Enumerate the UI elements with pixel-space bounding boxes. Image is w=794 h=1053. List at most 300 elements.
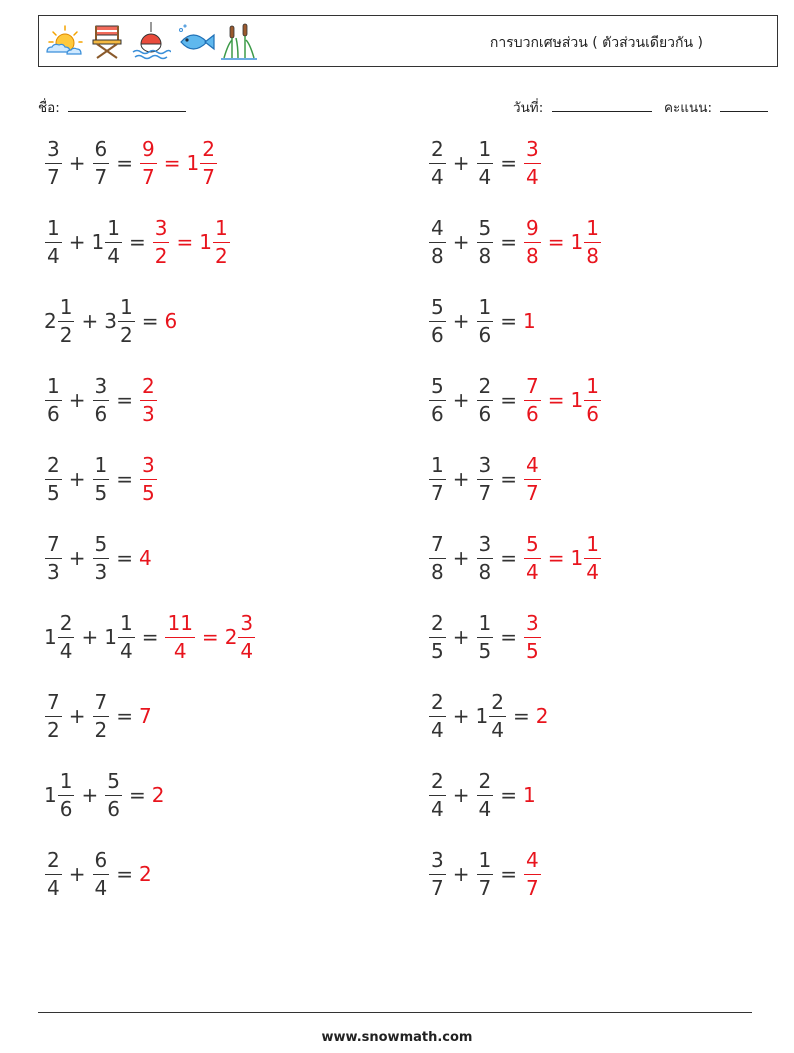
denominator: 7: [142, 165, 155, 190]
header-icons: [43, 20, 259, 62]
answer: [523, 136, 542, 190]
mixed-number: [104, 294, 135, 348]
fraction-bar: [477, 637, 494, 639]
denominator: 4: [47, 244, 60, 269]
whole-number: 6: [164, 309, 178, 333]
denominator: 4: [431, 797, 444, 822]
numerator: 1: [47, 215, 60, 240]
fraction-bar: [524, 400, 541, 402]
whole-number: 1: [523, 309, 536, 333]
mixed-number: [570, 215, 602, 269]
denominator: 5: [478, 639, 492, 664]
plus-sign: +: [452, 625, 470, 649]
fraction-bar: [140, 400, 157, 402]
fraction: [45, 373, 62, 427]
denominator: 4: [59, 639, 73, 664]
fraction: [429, 373, 446, 427]
problem-item: [428, 765, 536, 825]
numerator: 1: [119, 610, 133, 635]
denominator: 4: [526, 165, 539, 190]
fraction-bar: [105, 242, 122, 244]
fraction-bar: [429, 795, 446, 797]
fraction-bar: [93, 163, 110, 165]
denominator: 7: [478, 481, 492, 506]
denominator: 8: [526, 244, 539, 269]
plus-sign: +: [452, 783, 470, 807]
plus-sign: +: [452, 704, 470, 728]
fraction: [200, 136, 217, 190]
whole-part: 1: [44, 783, 57, 807]
equals-sign: =: [116, 862, 133, 886]
numerator: 2: [202, 136, 215, 161]
plus-sign: +: [452, 862, 470, 886]
denominator: 4: [526, 560, 539, 585]
whole-part: 1: [186, 151, 200, 175]
problem-item: [44, 528, 152, 588]
numerator: 1: [586, 531, 599, 556]
denominator: 7: [94, 165, 108, 190]
denominator: 4: [240, 639, 254, 664]
fraction-bar: [45, 874, 62, 876]
fraction-bar: [200, 163, 217, 165]
problem-item: [428, 133, 542, 193]
denominator: 8: [431, 560, 444, 585]
numerator: 2: [491, 689, 504, 714]
fishing-bobber-icon: [131, 20, 171, 62]
denominator: 5: [94, 481, 108, 506]
equals-sign: =: [512, 704, 530, 728]
fraction-bar: [524, 637, 541, 639]
denominator: 4: [478, 165, 492, 190]
denominator: 4: [47, 876, 60, 901]
numerator: 1: [47, 373, 60, 398]
numerator: 2: [431, 768, 444, 793]
denominator: 4: [94, 876, 108, 901]
fraction-bar: [477, 400, 494, 402]
denominator: 4: [431, 165, 444, 190]
fraction-bar: [429, 716, 446, 718]
numerator: 2: [59, 610, 73, 635]
plus-sign: +: [452, 467, 470, 491]
plus-sign: +: [68, 862, 86, 886]
numerator: 7: [526, 373, 539, 398]
fraction: [477, 373, 494, 427]
denominator: 4: [491, 718, 504, 743]
mixed-number: [570, 531, 602, 585]
fraction: [238, 610, 255, 664]
equals-sign: =: [141, 625, 159, 649]
cattail-reeds-icon: [219, 20, 259, 62]
mixed-number: [44, 610, 75, 664]
numerator: 1: [94, 452, 108, 477]
fraction: [584, 531, 601, 585]
fraction: [105, 768, 122, 822]
equals-sign: =: [116, 704, 133, 728]
fraction: [105, 215, 122, 269]
numerator: 6: [94, 136, 108, 161]
fraction: [45, 136, 62, 190]
numerator: 1: [478, 610, 492, 635]
fraction: [524, 373, 541, 427]
denominator: 3: [47, 560, 60, 585]
numerator: 4: [431, 215, 444, 240]
denominator: 3: [142, 402, 155, 427]
numerator: 9: [526, 215, 539, 240]
problem-item: [44, 370, 158, 430]
denominator: 6: [526, 402, 539, 427]
whole-part: 1: [475, 704, 489, 728]
sun-cloud-icon: [43, 20, 83, 62]
fraction: [429, 531, 446, 585]
fraction: [477, 215, 494, 269]
fraction-bar: [118, 637, 135, 639]
mixed-number: [570, 373, 602, 427]
fraction-bar: [58, 637, 75, 639]
fraction: [429, 215, 446, 269]
fraction: [140, 373, 157, 427]
numerator: 7: [431, 531, 444, 556]
answer: [523, 531, 602, 585]
answer: [164, 309, 177, 333]
fraction: [429, 768, 446, 822]
answer: [139, 862, 152, 886]
fraction: [477, 452, 494, 506]
denominator: 8: [478, 244, 492, 269]
whole-number: 4: [139, 546, 152, 570]
plus-sign: +: [452, 230, 470, 254]
fraction: [58, 610, 75, 664]
denominator: 7: [478, 876, 492, 901]
equals-sign: =: [547, 546, 565, 570]
answer: [139, 452, 158, 506]
fraction-bar: [45, 479, 62, 481]
date-blank[interactable]: [552, 99, 652, 112]
fraction: [45, 531, 62, 585]
fraction-bar: [477, 242, 494, 244]
numerator: 2: [47, 452, 60, 477]
fraction: [524, 531, 541, 585]
fraction-bar: [45, 163, 62, 165]
fraction-bar: [477, 163, 494, 165]
fraction-bar: [140, 479, 157, 481]
answer: [523, 309, 536, 333]
equals-sign: =: [500, 625, 517, 649]
fraction-bar: [584, 558, 601, 560]
denominator: 6: [478, 323, 492, 348]
fraction-bar: [118, 321, 135, 323]
numerator: 1: [478, 294, 492, 319]
fraction: [140, 452, 157, 506]
answer: [139, 373, 158, 427]
whole-part: 1: [199, 230, 212, 254]
fraction-bar: [45, 558, 62, 560]
answer: [152, 215, 231, 269]
whole-part: 1: [570, 230, 584, 254]
numerator: 7: [94, 689, 108, 714]
mixed-number: [186, 136, 218, 190]
denominator: 2: [154, 244, 168, 269]
fraction: [584, 373, 601, 427]
answer: [164, 610, 256, 664]
denominator: 6: [431, 323, 444, 348]
fraction-bar: [489, 716, 506, 718]
fish-icon: [175, 20, 215, 62]
mixed-number: [104, 610, 135, 664]
denominator: 4: [586, 560, 599, 585]
numerator: 3: [431, 847, 444, 872]
plus-sign: +: [452, 388, 470, 412]
problem-item: [44, 765, 164, 825]
numerator: 5: [478, 215, 492, 240]
denominator: 2: [59, 323, 73, 348]
fraction: [45, 452, 62, 506]
director-chair-icon: [87, 20, 127, 62]
fraction-bar: [213, 242, 230, 244]
fraction-bar: [429, 637, 446, 639]
fraction-bar: [524, 874, 541, 876]
fraction-bar: [524, 163, 541, 165]
equals-sign: =: [141, 309, 159, 333]
fraction-bar: [238, 637, 255, 639]
problem-item: [44, 844, 152, 904]
denominator: 8: [431, 244, 444, 269]
problem-item: [428, 686, 548, 746]
fraction-bar: [429, 558, 446, 560]
numerator: 5: [526, 531, 539, 556]
denominator: 8: [478, 560, 492, 585]
fraction: [524, 215, 541, 269]
denominator: 5: [47, 481, 60, 506]
answer: [523, 847, 542, 901]
answer: [139, 704, 152, 728]
equals-sign: =: [500, 546, 517, 570]
denominator: 2: [119, 323, 133, 348]
denominator: 7: [431, 876, 444, 901]
whole-number: 7: [139, 704, 152, 728]
fraction-bar: [524, 558, 541, 560]
date-label: วันที่:: [513, 100, 544, 116]
problem-item: [44, 133, 218, 193]
denominator: 6: [478, 402, 492, 427]
fraction: [477, 531, 494, 585]
equals-sign: =: [116, 467, 133, 491]
mixed-number: [199, 215, 230, 269]
footer-divider: [38, 1012, 752, 1013]
score-blank[interactable]: [720, 99, 768, 112]
fraction: [165, 610, 194, 664]
numerator: 3: [478, 452, 492, 477]
numerator: 1: [431, 452, 444, 477]
fraction-bar: [165, 637, 194, 639]
equals-sign: =: [500, 309, 517, 333]
fraction-bar: [477, 874, 494, 876]
fraction: [429, 847, 446, 901]
numerator: 3: [94, 373, 108, 398]
numerator: 1: [59, 768, 73, 793]
whole-part: 1: [44, 625, 57, 649]
date-field: [513, 96, 652, 118]
problem-item: [44, 686, 152, 746]
denominator: 7: [47, 165, 60, 190]
numerator: 1: [59, 294, 73, 319]
fraction: [489, 689, 506, 743]
mixed-number: [224, 610, 256, 664]
denominator: 7: [526, 481, 539, 506]
fraction: [140, 136, 157, 190]
plus-sign: +: [81, 625, 99, 649]
equals-sign: =: [500, 862, 517, 886]
fraction-bar: [429, 163, 446, 165]
numerator: 5: [107, 768, 120, 793]
fraction: [429, 452, 446, 506]
fraction-bar: [45, 400, 62, 402]
numerator: 1: [586, 215, 599, 240]
numerator: 3: [142, 452, 155, 477]
fraction-bar: [93, 716, 110, 718]
problem-item: [44, 449, 158, 509]
numerator: 2: [142, 373, 155, 398]
name-label: ชื่อ:: [38, 100, 60, 116]
plus-sign: +: [452, 546, 470, 570]
plus-sign: +: [68, 467, 86, 491]
whole-number: 1: [523, 783, 536, 807]
equals-sign: =: [201, 625, 219, 649]
name-blank[interactable]: [68, 99, 186, 112]
fraction: [58, 294, 75, 348]
fraction-bar: [93, 558, 110, 560]
fraction: [58, 768, 75, 822]
fraction: [93, 373, 110, 427]
numerator: 4: [526, 847, 539, 872]
equals-sign: =: [116, 388, 133, 412]
fraction: [524, 452, 541, 506]
numerator: 1: [214, 215, 228, 240]
equals-sign: =: [500, 388, 517, 412]
answer: [523, 610, 542, 664]
footer-url: www.snowmath.com: [321, 1030, 473, 1045]
answer: [139, 136, 218, 190]
fraction: [477, 847, 494, 901]
plus-sign: +: [452, 151, 470, 175]
equals-sign: =: [163, 151, 181, 175]
denominator: 6: [47, 402, 60, 427]
fraction-bar: [477, 321, 494, 323]
fraction: [45, 689, 62, 743]
numerator: 7: [47, 689, 60, 714]
numerator: 2: [431, 610, 444, 635]
numerator: 2: [478, 373, 492, 398]
plus-sign: +: [452, 309, 470, 333]
fraction-bar: [584, 242, 601, 244]
answer: [536, 704, 549, 728]
numerator: 3: [47, 136, 60, 161]
equals-sign: =: [116, 151, 133, 175]
numerator: 3: [154, 215, 168, 240]
denominator: 8: [586, 244, 599, 269]
answer: [523, 373, 602, 427]
denominator: 4: [119, 639, 133, 664]
mixed-number: [44, 294, 75, 348]
denominator: 6: [59, 797, 73, 822]
equals-sign: =: [500, 151, 517, 175]
equals-sign: =: [128, 230, 146, 254]
denominator: 5: [431, 639, 444, 664]
whole-part: 1: [104, 625, 117, 649]
numerator: 1: [119, 294, 133, 319]
whole-part: 1: [570, 388, 584, 412]
fraction: [429, 136, 446, 190]
equals-sign: =: [547, 388, 565, 412]
mixed-number: [91, 215, 123, 269]
denominator: 7: [526, 876, 539, 901]
fraction-bar: [477, 795, 494, 797]
fraction: [93, 531, 110, 585]
answer: [523, 215, 602, 269]
denominator: 2: [214, 244, 228, 269]
numerator: 2: [431, 689, 444, 714]
denominator: 6: [107, 797, 120, 822]
equals-sign: =: [547, 230, 565, 254]
numerator: 1: [586, 373, 599, 398]
problem-item: [428, 212, 602, 272]
problem-item: [428, 528, 602, 588]
numerator: 3: [526, 136, 539, 161]
fraction: [524, 610, 541, 664]
fraction: [477, 294, 494, 348]
whole-part: 2: [44, 309, 57, 333]
worksheet-header: [38, 15, 778, 67]
denominator: 2: [94, 718, 108, 743]
numerator: 7: [47, 531, 60, 556]
equals-sign: =: [500, 783, 517, 807]
denominator: 4: [173, 639, 187, 664]
mixed-number: [475, 689, 507, 743]
denominator: 4: [431, 718, 444, 743]
fraction: [93, 689, 110, 743]
numerator: 4: [526, 452, 539, 477]
fraction-bar: [93, 479, 110, 481]
numerator: 3: [526, 610, 539, 635]
fraction: [477, 610, 494, 664]
fraction-bar: [93, 874, 110, 876]
numerator: 1: [478, 847, 492, 872]
whole-part: 1: [91, 230, 105, 254]
denominator: 4: [478, 797, 492, 822]
denominator: 6: [94, 402, 108, 427]
denominator: 5: [142, 481, 155, 506]
fraction: [429, 689, 446, 743]
answer: [523, 783, 536, 807]
fraction-bar: [429, 242, 446, 244]
plus-sign: +: [68, 388, 86, 412]
worksheet-title: การบวกเศษส่วน ( ตัวส่วนเดียวกัน ): [489, 35, 703, 51]
fraction-bar: [477, 479, 494, 481]
fraction: [429, 610, 446, 664]
fraction: [524, 136, 541, 190]
numerator: 5: [94, 531, 108, 556]
whole-number: 2: [139, 862, 152, 886]
fraction-bar: [429, 874, 446, 876]
denominator: 5: [526, 639, 539, 664]
numerator: 3: [240, 610, 254, 635]
numerator: 2: [47, 847, 60, 872]
fraction-bar: [105, 795, 122, 797]
fraction: [118, 610, 135, 664]
numerator: 2: [478, 768, 492, 793]
fraction: [45, 215, 62, 269]
fraction: [213, 215, 230, 269]
denominator: 6: [586, 402, 599, 427]
